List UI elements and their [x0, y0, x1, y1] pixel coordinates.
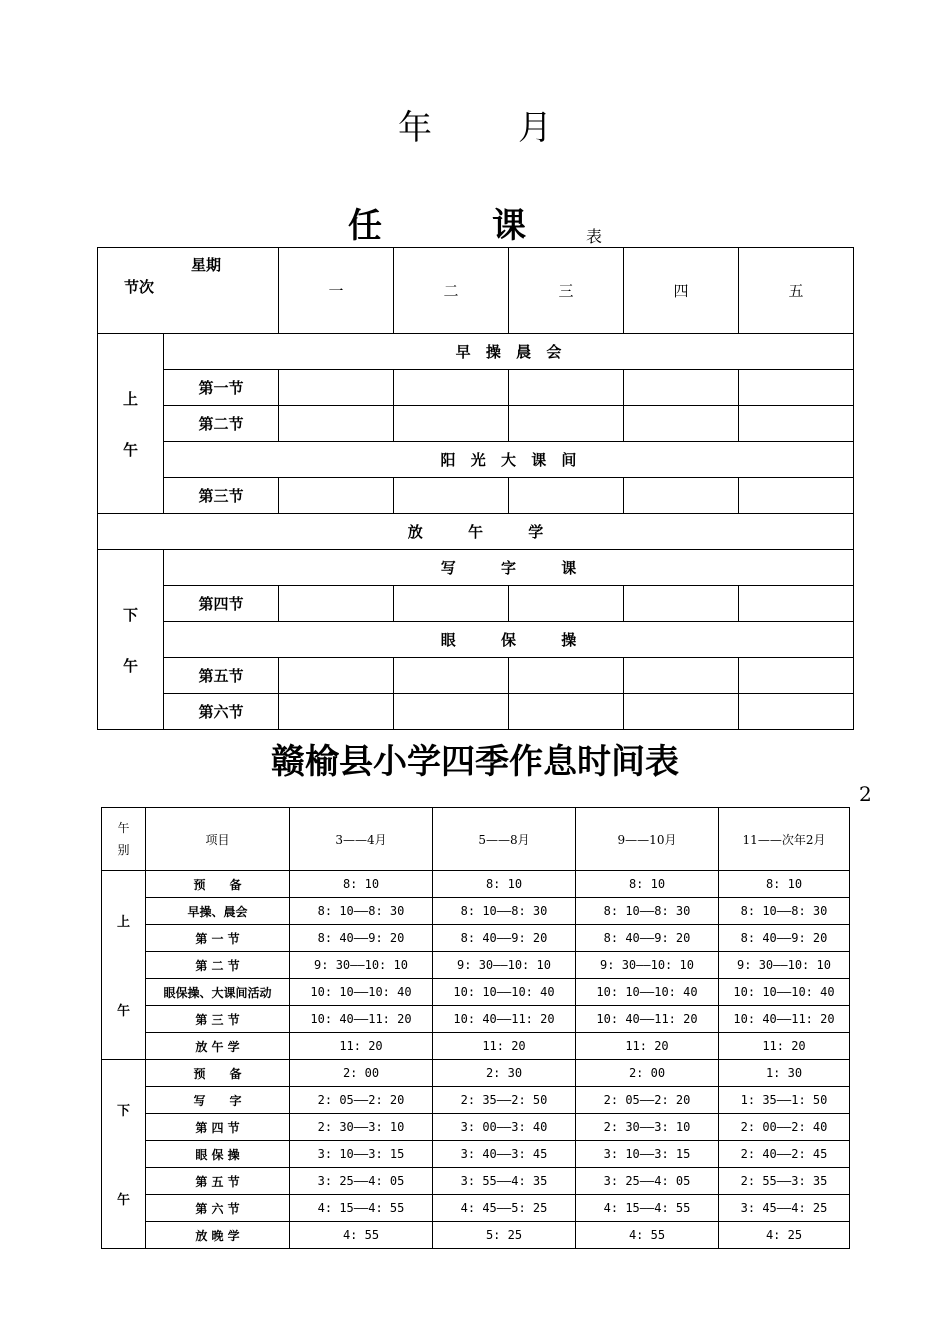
schedule-cell[interactable] — [279, 586, 394, 622]
activity-row-label: 眼 保 操 — [164, 622, 854, 658]
table-row — [102, 1168, 850, 1195]
time-cell: 3: 00——3: 40 — [433, 1114, 576, 1141]
schedule-cell[interactable] — [739, 694, 854, 730]
afternoon-label-top: 下 — [122, 605, 138, 624]
time-cell: 11: 20 — [290, 1033, 433, 1060]
time-cell: 10: 10——10: 40 — [433, 979, 576, 1006]
table-row — [98, 622, 854, 658]
table-row — [102, 871, 850, 898]
season-header: 3——4月 — [290, 808, 433, 871]
time-cell: 2: 30——3: 10 — [290, 1114, 433, 1141]
schedule-cell[interactable] — [624, 478, 739, 514]
schedule-cell[interactable] — [739, 586, 854, 622]
date-line — [0, 100, 950, 149]
activity-row-label: 写 字 课 — [164, 550, 854, 586]
time-cell: 8: 40——9: 20 — [719, 925, 850, 952]
table-row — [98, 370, 854, 406]
time-cell: 3: 10——3: 15 — [290, 1141, 433, 1168]
item-label: 第 一 节 — [146, 925, 290, 952]
time-cell: 10: 10——10: 40 — [719, 979, 850, 1006]
item-label: 早操、晨会 — [146, 898, 290, 925]
table-row — [102, 952, 850, 979]
time-cell: 5: 25 — [433, 1222, 576, 1249]
page-number: 2 — [859, 782, 872, 806]
time-cell: 4: 45——5: 25 — [433, 1195, 576, 1222]
schedule-title — [0, 198, 950, 247]
table-row — [98, 514, 854, 550]
time-cell: 10: 40——11: 20 — [290, 1006, 433, 1033]
morning-period-bottom: 午 — [116, 1004, 130, 1019]
time-cell: 8: 10 — [719, 871, 850, 898]
schedule-cell[interactable] — [394, 478, 509, 514]
timetable-header-row — [102, 808, 850, 871]
time-cell: 8: 10 — [290, 871, 433, 898]
schedule-cell[interactable] — [394, 406, 509, 442]
item-header: 项目 — [146, 808, 290, 871]
schedule-cell[interactable] — [624, 406, 739, 442]
item-label: 第 二 节 — [146, 952, 290, 979]
morning-period-cell — [102, 871, 146, 1060]
time-cell: 10: 40——11: 20 — [576, 1006, 719, 1033]
timetable-title: 赣榆县小学四季作息时间表 — [271, 742, 679, 782]
time-cell: 2: 55——3: 35 — [719, 1168, 850, 1195]
item-label: 写 字 — [146, 1087, 290, 1114]
time-cell: 2: 00——2: 40 — [719, 1114, 850, 1141]
time-cell: 2: 30 — [433, 1060, 576, 1087]
schedule-cell[interactable] — [509, 478, 624, 514]
time-cell: 11: 20 — [576, 1033, 719, 1060]
day-header: 二 — [394, 248, 509, 334]
corner-period-label: 节次 — [124, 278, 155, 296]
corner-weekday-label: 星期 — [191, 256, 222, 274]
schedule-cell[interactable] — [394, 694, 509, 730]
time-cell: 10: 10——10: 40 — [290, 979, 433, 1006]
table-row — [102, 898, 850, 925]
item-label: 眼保操、大课间活动 — [146, 979, 290, 1006]
year-label: 年 — [398, 108, 432, 148]
schedule-cell[interactable] — [509, 658, 624, 694]
period-header — [102, 808, 146, 871]
schedule-cell[interactable] — [624, 370, 739, 406]
activity-row-label: 早 操 晨 会 — [164, 334, 854, 370]
time-cell: 4: 25 — [719, 1222, 850, 1249]
table-row — [98, 550, 854, 586]
schedule-cell[interactable] — [394, 370, 509, 406]
afternoon-label-bottom: 午 — [122, 656, 138, 675]
table-row — [102, 1006, 850, 1033]
schedule-cell[interactable] — [739, 370, 854, 406]
time-cell: 3: 40——3: 45 — [433, 1141, 576, 1168]
time-cell: 9: 30——10: 10 — [433, 952, 576, 979]
schedule-corner-cell — [98, 248, 279, 334]
time-cell: 8: 10——8: 30 — [290, 898, 433, 925]
schedule-cell[interactable] — [279, 406, 394, 442]
day-header: 五 — [739, 248, 854, 334]
table-row — [102, 1195, 850, 1222]
schedule-cell[interactable] — [624, 694, 739, 730]
period-label: 第六节 — [164, 694, 279, 730]
time-cell: 3: 45——4: 25 — [719, 1195, 850, 1222]
day-header: 三 — [509, 248, 624, 334]
schedule-cell[interactable] — [279, 370, 394, 406]
item-label: 第 六 节 — [146, 1195, 290, 1222]
time-cell: 2: 00 — [290, 1060, 433, 1087]
period-label: 第一节 — [164, 370, 279, 406]
table-row — [98, 442, 854, 478]
table-row — [102, 1222, 850, 1249]
morning-label-bottom: 午 — [122, 440, 138, 459]
time-cell: 8: 40——9: 20 — [290, 925, 433, 952]
schedule-header-row — [98, 248, 854, 334]
table-row — [98, 406, 854, 442]
time-cell: 8: 40——9: 20 — [433, 925, 576, 952]
day-header: 一 — [279, 248, 394, 334]
item-label: 预 备 — [146, 1060, 290, 1087]
day-header: 四 — [624, 248, 739, 334]
time-cell: 11: 20 — [433, 1033, 576, 1060]
table-row — [102, 1141, 850, 1168]
item-label: 第 三 节 — [146, 1006, 290, 1033]
time-cell: 9: 30——10: 10 — [576, 952, 719, 979]
time-cell: 3: 10——3: 15 — [576, 1141, 719, 1168]
table-row — [102, 1087, 850, 1114]
table-row — [98, 658, 854, 694]
table-row — [98, 694, 854, 730]
time-cell: 2: 00 — [576, 1060, 719, 1087]
item-label: 预 备 — [146, 871, 290, 898]
table-row — [102, 1033, 850, 1060]
morning-label-top: 上 — [122, 389, 138, 408]
morning-label-cell — [98, 334, 164, 514]
period-label: 第四节 — [164, 586, 279, 622]
table-row — [98, 334, 854, 370]
season-header: 5——8月 — [433, 808, 576, 871]
time-cell: 2: 40——2: 45 — [719, 1141, 850, 1168]
time-cell: 10: 40——11: 20 — [719, 1006, 850, 1033]
table-row — [102, 979, 850, 1006]
time-cell: 3: 55——4: 35 — [433, 1168, 576, 1195]
time-cell: 1: 35——1: 50 — [719, 1087, 850, 1114]
time-cell: 4: 15——4: 55 — [576, 1195, 719, 1222]
time-cell: 8: 40——9: 20 — [576, 925, 719, 952]
period-label: 第五节 — [164, 658, 279, 694]
season-header: 11——次年2月 — [719, 808, 850, 871]
time-cell: 2: 05——2: 20 — [576, 1087, 719, 1114]
morning-period-top: 上 — [116, 915, 130, 930]
period-label: 第二节 — [164, 406, 279, 442]
afternoon-period-top: 下 — [116, 1104, 130, 1119]
time-cell: 8: 10 — [433, 871, 576, 898]
time-cell: 8: 10——8: 30 — [576, 898, 719, 925]
time-cell: 9: 30——10: 10 — [290, 952, 433, 979]
schedule-cell[interactable] — [509, 406, 624, 442]
schedule-cell[interactable] — [624, 658, 739, 694]
schedule-cell[interactable] — [739, 478, 854, 514]
item-label: 第 四 节 — [146, 1114, 290, 1141]
schedule-cell[interactable] — [279, 658, 394, 694]
time-cell: 2: 30——3: 10 — [576, 1114, 719, 1141]
afternoon-period-bottom: 午 — [116, 1193, 130, 1208]
schedule-title-b: 课 — [491, 206, 526, 246]
seasonal-timetable — [101, 807, 850, 1249]
period-header-char: 午 — [117, 821, 130, 835]
season-header: 9——10月 — [576, 808, 719, 871]
time-cell: 2: 05——2: 20 — [290, 1087, 433, 1114]
time-cell: 8: 10——8: 30 — [433, 898, 576, 925]
class-schedule-table — [97, 247, 854, 730]
time-cell: 10: 40——11: 20 — [433, 1006, 576, 1033]
schedule-cell[interactable] — [394, 658, 509, 694]
period-header-char: 别 — [117, 843, 130, 857]
time-cell: 1: 30 — [719, 1060, 850, 1087]
schedule-cell[interactable] — [509, 694, 624, 730]
item-label: 眼 保 操 — [146, 1141, 290, 1168]
afternoon-period-cell — [102, 1060, 146, 1249]
activity-row-label: 阳 光 大 课 间 — [164, 442, 854, 478]
table-row — [98, 478, 854, 514]
time-cell: 4: 55 — [290, 1222, 433, 1249]
noon-break-row: 放 午 学 — [98, 514, 854, 550]
schedule-cell[interactable] — [739, 658, 854, 694]
item-label: 放 午 学 — [146, 1033, 290, 1060]
time-cell: 4: 55 — [576, 1222, 719, 1249]
schedule-cell[interactable] — [509, 586, 624, 622]
afternoon-label-cell — [98, 550, 164, 730]
schedule-title-a: 任 — [347, 206, 382, 246]
table-row — [102, 1114, 850, 1141]
time-cell: 8: 10——8: 30 — [719, 898, 850, 925]
schedule-cell[interactable] — [279, 694, 394, 730]
time-cell: 10: 10——10: 40 — [576, 979, 719, 1006]
schedule-cell[interactable] — [624, 586, 739, 622]
item-label: 第 五 节 — [146, 1168, 290, 1195]
time-cell: 3: 25——4: 05 — [290, 1168, 433, 1195]
item-label: 放 晚 学 — [146, 1222, 290, 1249]
schedule-cell[interactable] — [394, 586, 509, 622]
schedule-title-suffix: 表 — [585, 227, 602, 246]
time-cell: 2: 35——2: 50 — [433, 1087, 576, 1114]
table-row — [102, 925, 850, 952]
table-row — [102, 1060, 850, 1087]
time-cell: 9: 30——10: 10 — [719, 952, 850, 979]
schedule-cell[interactable] — [509, 370, 624, 406]
period-label: 第三节 — [164, 478, 279, 514]
time-cell: 11: 20 — [719, 1033, 850, 1060]
month-label: 月 — [518, 108, 552, 148]
time-cell: 3: 25——4: 05 — [576, 1168, 719, 1195]
table-row — [98, 586, 854, 622]
time-cell: 8: 10 — [576, 871, 719, 898]
time-cell: 4: 15——4: 55 — [290, 1195, 433, 1222]
schedule-cell[interactable] — [739, 406, 854, 442]
schedule-cell[interactable] — [279, 478, 394, 514]
